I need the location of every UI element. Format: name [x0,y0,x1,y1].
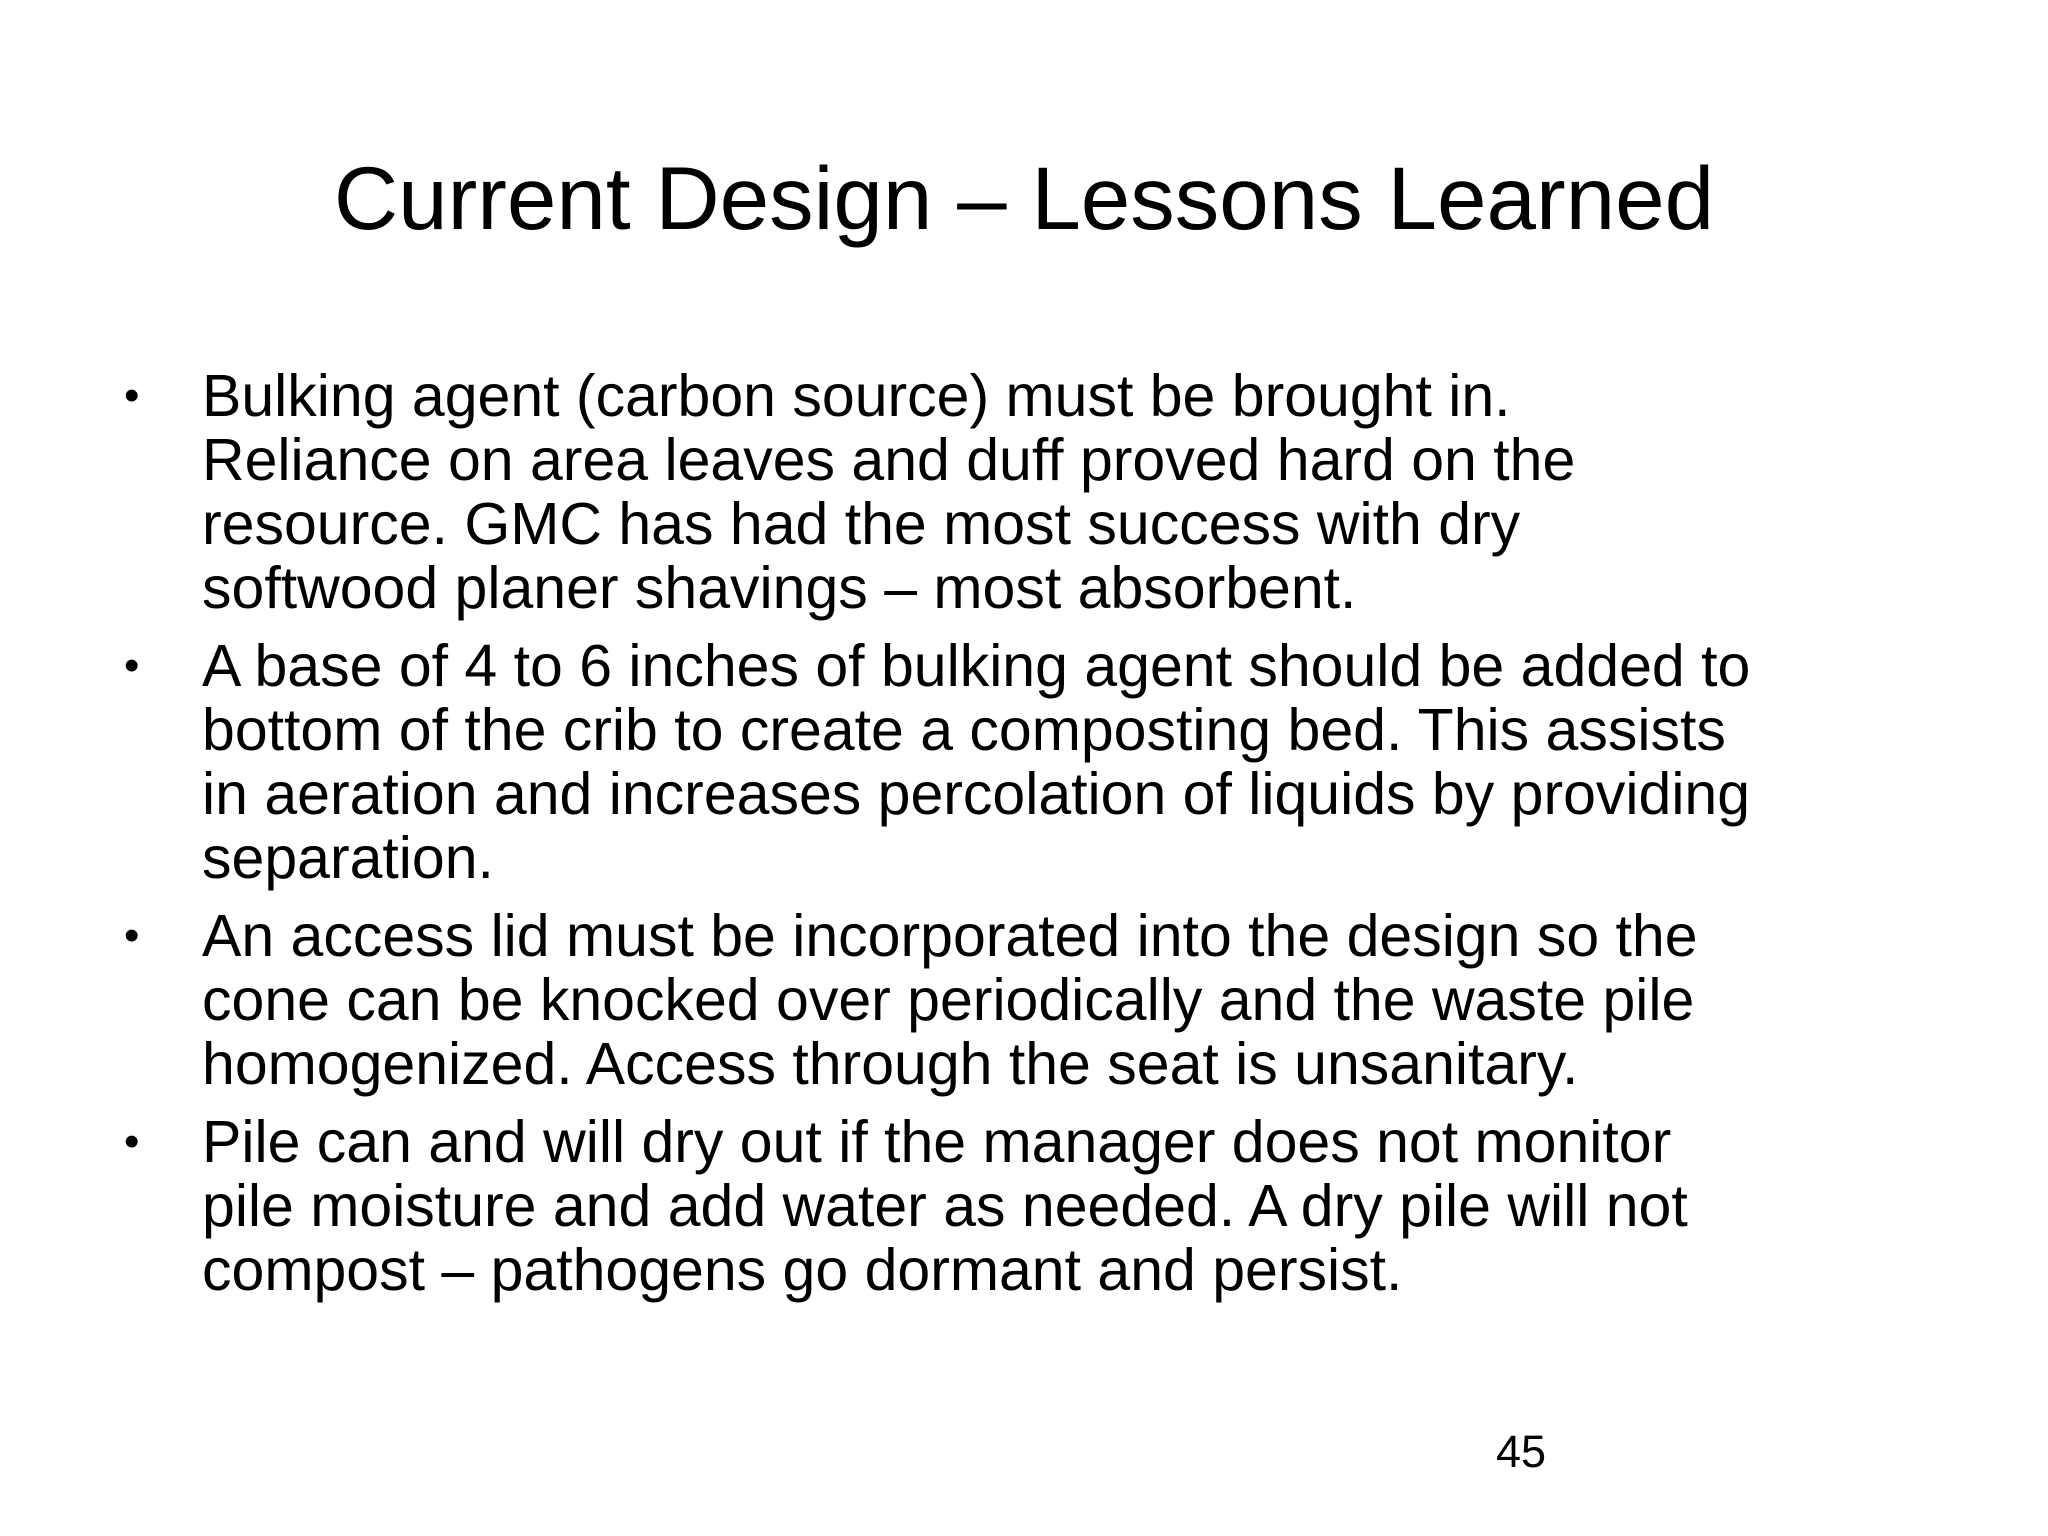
bullet-text-line: Reliance on area leaves and duff proved hard on the [202,427,1576,493]
bullet-icon: • [124,641,140,690]
bullet-text-line: bottom of the crib to create a composting bed. This assists [202,697,1726,763]
bullet-item [120,904,2000,1096]
bullet-icon: • [124,371,140,420]
bullet-text-line: separation. [202,825,494,891]
page-number: 45 [1496,1426,1547,1477]
bullet-text-line: compost – pathogens go dormant and persist. [202,1237,1403,1303]
bullet-icon: • [124,911,140,960]
bullet-text-line: in aeration and increases percolation of liquids by providing [202,761,1751,827]
bullet-text-line: A base of 4 to 6 inches of bulking agent should be added to [202,633,1751,699]
bullet-text-line: pile moisture and add water as needed. A dry pile will not [202,1173,1688,1239]
bullet-list [120,364,2000,1302]
bullet-text-line: cone can be knocked over periodically and the waste pile [202,967,1695,1033]
bullet-item [120,634,2000,890]
bullet-icon: • [124,1117,140,1166]
bullet-text-line: resource. GMC has had the most success with dry [202,491,1521,557]
bullet-text-line: Bulking agent (carbon source) must be brought in. [202,363,1511,429]
bullet-item [120,364,2000,620]
bullet-text-line: Pile can and will dry out if the manager does not monitor [202,1109,1672,1175]
bullet-text-line: An access lid must be incorporated into the design so the [202,903,1698,969]
bullet-text-line: softwood planer shavings – most absorbent. [202,555,1357,621]
slide-title: Current Design – Lessons Learned [333,148,1715,248]
bullet-text-line: homogenized. Access through the seat is unsanitary. [202,1031,1579,1097]
bullet-item [120,1110,2000,1302]
